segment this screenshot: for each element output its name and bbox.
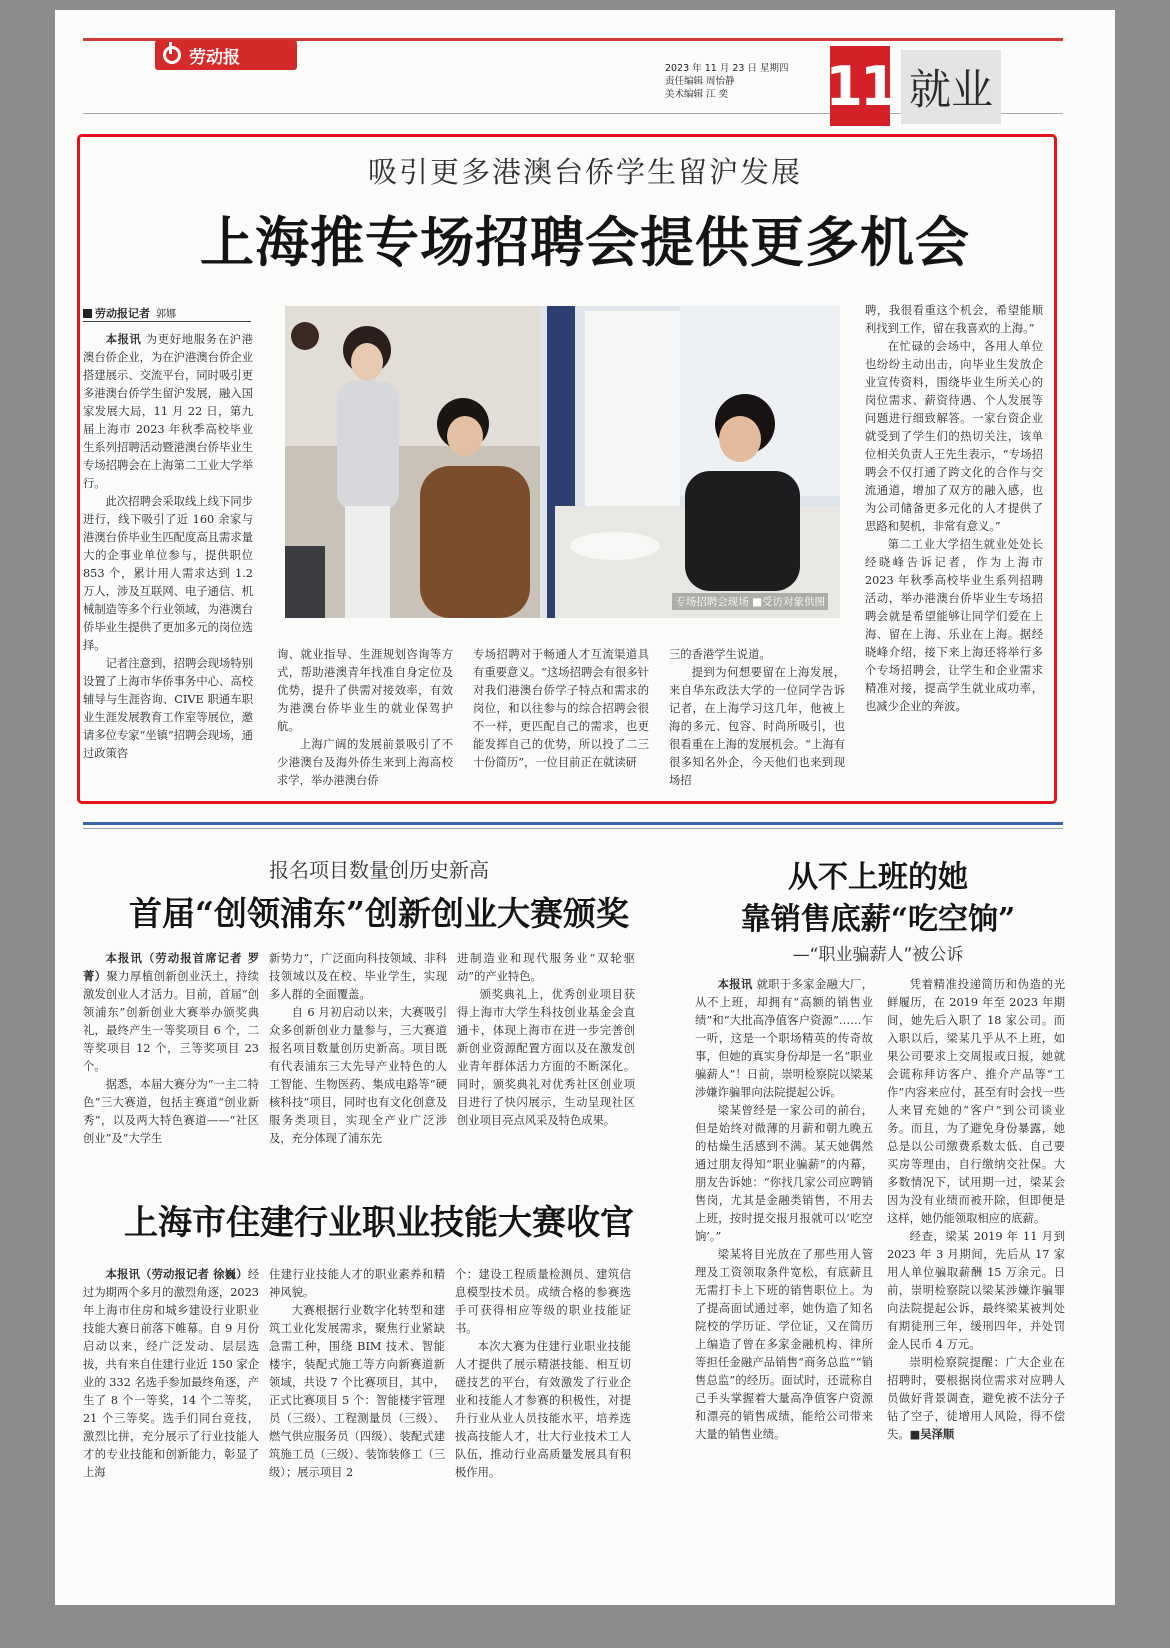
article4-col1-para2: 梁某曾经是一家公司的前台，但是始终对微薄的月薪和朝九晚五的枯燥生活感到不满。某天她偶然通过朋友得知“职业骗薪”的内幕，朋友告诉她：“你找几家公司应聘销售岗，尤其是金融类销售，不用去上班，按时提交报月报就可以‘吃空饷’。”	[695, 1104, 873, 1243]
article2-lead-tag: 本报讯（劳动报首席记者 罗菁）	[83, 952, 259, 983]
article2-col2-text: 新势力”，广泛面向科技领域、非科技领域以及在校、毕业学生，实现多人群的全面覆盖。	[269, 952, 447, 1001]
article4-col1-para3: 梁某将目光放在了那些用人管理及工资领取条件宽松，有底薪且无需打卡上下班的销售职位上。为了提高面试通过率，她伪造了知名院校的学历证、学位证，又在简历上编造了曾在多家金融机构、律所等担任金融产品销售“商务总监”“销售总监”的经历。面试时，还谎称自己手头掌握着大量高净值客户资源和漂亮的销售成绩，能给公司带来大量的销售业绩。	[695, 1248, 873, 1441]
article3-col1-text: 经过为期两个多月的激烈角逐，2023 年上海市住房和城乡建设行业职业技能大赛日前落下帷幕。自 9 月份启动以来，经广泛发动、层层选拔，共有来自住建行业近 150 家企业的 332 名选手参加最终角逐，产生了 8 个一等奖，14 个二等奖，21 个三等奖。选手们同台竞技，激烈比拼，充分展示了行业技能人才的专业技能和创新能力，彰显了上海	[83, 1268, 259, 1479]
col3-text: 专场招聘对于畅通人才互流渠道具有重要意义。“这场招聘会有很多针对我们港澳台侨学子特点和需求的岗位，和以往参与的综合招聘会很不一样，更匹配自己的需求，也更能发挥自己的优势，所以投了二三十份简历”，一位目前正在就读研	[473, 648, 649, 769]
article3-col3-text: 个：建设工程质量检测员、建筑信息模型技术员。成绩合格的参赛选手可获得相应等级的职业技能证书。	[455, 1268, 631, 1335]
article3-col2-para2: 大赛根据行业数字化转型和建筑工业化发展需求，聚焦行业紧缺急需工种，围绕 BIM 技术、智能楼宇，装配式施工等方向新赛道新领域，共设 7 个比赛项目，其中，正式比赛项目 5 个：智能楼宇管理员（三级）、工程测量员（三级）、燃气供应服务员（四级）、装配式建筑施工员（三级）、装饰装修工（三级）；展示项目 2	[269, 1304, 445, 1479]
logo-icon	[163, 46, 181, 64]
page-number: 11	[830, 46, 890, 126]
article4-col1-text: 就职于多家金融大厂，从不上班，却拥有“高额的销售业绩”和“大批高净值客户资源”……乍一听，这是一个职场精英的传奇故事，但她的真实身份却是一名“职业骗薪人”！日前，崇明检察院以梁某涉嫌诈骗罪向法院提起公诉。	[695, 978, 873, 1099]
article3-col2	[269, 1266, 445, 1574]
col5-para3: 第二工业大学招生就业处处长经晓峰告诉记者，作为上海市 2023 年秋季高校毕业生系列招聘活动，举办港澳台侨毕业生专场招聘会就是希望能够让同学们爱在上海、留在上海、乐业在上海。据经晓峰介绍，接下来上海还将举行多个专场招聘会，让学生和企业需求精准对接，提高学生就业成功率，也减少企业的奔波。	[865, 538, 1043, 713]
article1-col4	[669, 646, 845, 794]
col5-text: 聘，我很看重这个机会，希望能顺利找到工作，留在我喜欢的上海。”	[865, 304, 1043, 335]
article1-col3	[473, 646, 649, 794]
article2-col1-para2: 据悉，本届大赛分为“一主二特色”三大赛道，包括主赛道“创业新秀”，以及两大特色赛道——“社区创业”及“大学生	[83, 1078, 259, 1145]
art-editor-line: 美术编辑 江 奕	[665, 89, 729, 100]
article1-col2	[277, 646, 453, 794]
article4-col2-para2: 经查，梁某 2019 年 11 月到 2023 年 3 月期间，先后从 17 家用人单位骗取薪酬 15 万余元。日前，崇明检察院以梁某涉嫌诈骗罪向法院提起公诉，最终梁某被判处有期徒刑三年，缓刑四年，并处罚金人民币 4 万元。	[887, 1230, 1065, 1351]
article4-byline: ■吴泽顺	[909, 1428, 955, 1441]
article2-headline: 首届“创领浦东”创新创业大赛颁奖	[129, 894, 629, 933]
article4-title-line1: 从不上班的她	[788, 860, 968, 895]
article4-col2-text: 凭着精准投递简历和伪造的光鲜履历，在 2019 年至 2023 年期间，她先后入职了 18 家公司。而入职以后，梁某几乎从不上班，如果公司要求上交周报或日报，她就会谎称拜访客户、推介产品等“工作”内容来应付，甚至有时会找一些人来冒充她的“客户”到公司谈业务。而且，为了避免身份暴露，她总是以公司缴费系数太低、自己要买房等理由，自行缴纳交社保。大多数情况下，试用期一过，梁某会因为没有业绩而被开除，但即便是这样，她仍能领取相应的底薪。	[887, 978, 1065, 1225]
article1-headline: 上海推专场招聘会提供更多机会	[200, 210, 970, 274]
article2-col3-text: 进制造业和现代服务业“双轮驱动”的产业特色。	[457, 952, 635, 983]
byline-label: 劳动报记者	[95, 307, 150, 320]
article1-col1	[83, 331, 253, 794]
article4-col1	[695, 976, 873, 1576]
article1-byline	[83, 305, 176, 321]
photo-caption: 专场招聘会现场 ■受访对象供图	[672, 593, 828, 610]
section-divider	[83, 822, 1063, 825]
col5-para2: 在忙碌的会场中，各用人单位也纷纷主动出击，向毕业生发放企业宣传资料，围绕毕业生所关心的岗位需求、薪资待遇、个人发展等问题进行细致解答。一家台资企业就受到了学生们的热切关注，该单位相关负责人王先生表示，“专场招聘会不仅打通了跨文化的合作与交流通道，增加了双方的融入感，也为公司储备更多元化的人才提供了思路和契机，非常有意义。”	[865, 340, 1043, 533]
byline-name: 郭娜	[156, 309, 176, 320]
article4-col2	[887, 976, 1065, 1576]
lead-tag: 本报讯	[105, 333, 142, 346]
article4-subhead: —“职业骗薪人”被公诉	[792, 945, 964, 965]
article2-col3-para2: 颁奖典礼上，优秀创业项目获得上海市大学生科技创业基金会直通卡，体现上海市在进一步完善创新创业资源配置方面以及在激发创业青年群体活力方面的不断深化。同时，颁奖典礼对优秀社区创业项目进行了快闪展示，生动呈现社区创业项目亮点风采及特色成果。	[457, 988, 635, 1127]
article4-col2-para3: 崇明检察院提醒：广大企业在招聘时，要根据岗位需求对应聘人员做好背景调查，避免被不法分子钻了空子，徒增用人风险，得不偿失。	[887, 1356, 1065, 1441]
article3-col3	[455, 1266, 631, 1574]
paper-logo	[155, 40, 297, 70]
col1-text: 为更好地服务在沪港澳台侨企业，为在沪港澳台侨企业搭建展示、交流平台，同时吸引更多港澳台侨学生留沪发展，融入国家发展大局，11 月 22 日，第九届上海市 2023 年秋季高校毕业生系列招聘活动暨港澳台侨毕业生专场招聘会在上海第二工业大学举行。	[83, 333, 253, 490]
article3-col3-para2: 本次大赛为住建行业职业技能人才提供了展示精湛技能、相互切磋技艺的平台，有效激发了行业企业和技能人才参赛的积极性，对提升行业从业人员技能水平，培养选拔高技能人才，壮大行业技术工人队伍，推动行业高质量发展具有积极作用。	[455, 1340, 631, 1479]
date-line: 2023 年 11 月 23 日 星期四	[665, 63, 789, 74]
article3-col1	[83, 1266, 259, 1574]
article1-kicker: 吸引更多港澳台侨学生留沪发展	[367, 155, 802, 189]
article1-col5	[865, 302, 1043, 794]
section-name: 就业	[901, 50, 1001, 124]
col1-para2: 此次招聘会采取线上线下同步进行，线下吸引了近 160 余家与港澳台侨毕业生匹配度高且需求量大的企事业单位参与，提供职位 853 个，累计用人需求达到 1.2 万人，涉及互联网、电子通信、机械制造等多个行业领域，为港澳台侨毕业生提供了更加多元的岗位选择。	[83, 495, 253, 652]
page-meta	[665, 62, 788, 101]
col2-text: 询、就业指导、生涯规划咨询等方式，帮助港澳青年找准自身定位及优势，提升了供需对接效率，有效为港澳台侨毕业生的就业保驾护航。	[277, 648, 453, 733]
col4-para2: 提到为何想要留在上海发展，来自华东政法大学的一位同学告诉记者，在上海学习这几年，他被上海的多元、包容、时尚所吸引，也很看重在上海的发展机会。“上海有很多知名外企，今天他们也来到现场招	[669, 666, 845, 787]
article3-headline: 上海市住建行业职业技能大赛收官	[124, 1203, 634, 1243]
article2-col1	[83, 950, 259, 1146]
newspaper-page	[55, 10, 1115, 1605]
article4-title-line2: 靠销售底薪“吃空饷”	[740, 902, 1016, 937]
job-fair-photo	[285, 306, 840, 618]
col2-para2: 上海广阔的发展前景吸引了不少港澳台及海外侨生来到上海高校求学，举办港澳台侨	[277, 738, 453, 787]
editor-line: 责任编辑 周怡静	[665, 76, 735, 87]
paper-name: 劳动报	[189, 47, 240, 68]
article2-col3	[457, 950, 635, 1146]
article2-col1-text: 聚力厚植创新创业沃土，持续激发创业人才活力。目前，首届“创领浦东”创新创业大赛举办颁奖典礼，最终产生一等奖项目 6 个，二等奖项目 12 个，三等奖项目 23 个。	[83, 970, 259, 1073]
article3-lead-tag: 本报讯（劳动报记者 徐巍）	[105, 1268, 248, 1281]
article4-lead-tag: 本报讯	[717, 978, 753, 991]
photo-illustration	[285, 306, 840, 618]
col4-text: 三的香港学生说道。	[669, 648, 771, 661]
article2-col2	[269, 950, 447, 1146]
byline-rule	[83, 321, 251, 322]
byline-square-icon	[83, 309, 92, 318]
article2-col2-para2: 自 6 月初启动以来，大赛吸引众多创新创业力量参与，三大赛道报名项目数量创历史新高。项目既有代表浦东三大先导产业特色的人工智能、生物医药、集成电路等“硬核科技”项目，同时也有文化创意及服务类项目，实现全产业广泛涉及，充分体现了浦东先	[269, 1006, 447, 1145]
col1-para3: 记者注意到，招聘会现场特别设置了上海市华侨事务中心、高校辅导与生涯咨询、CIVE 职通车职业生涯发展教育工作室等展位，邀请多位专家“坐镇”招聘会现场，通过政策咨	[83, 657, 253, 760]
article2-kicker: 报名项目数量创历史新高	[269, 858, 489, 882]
section-divider-thin	[83, 828, 1063, 829]
article3-col2-text: 住建行业技能人才的职业素养和精神风貌。	[269, 1268, 445, 1299]
